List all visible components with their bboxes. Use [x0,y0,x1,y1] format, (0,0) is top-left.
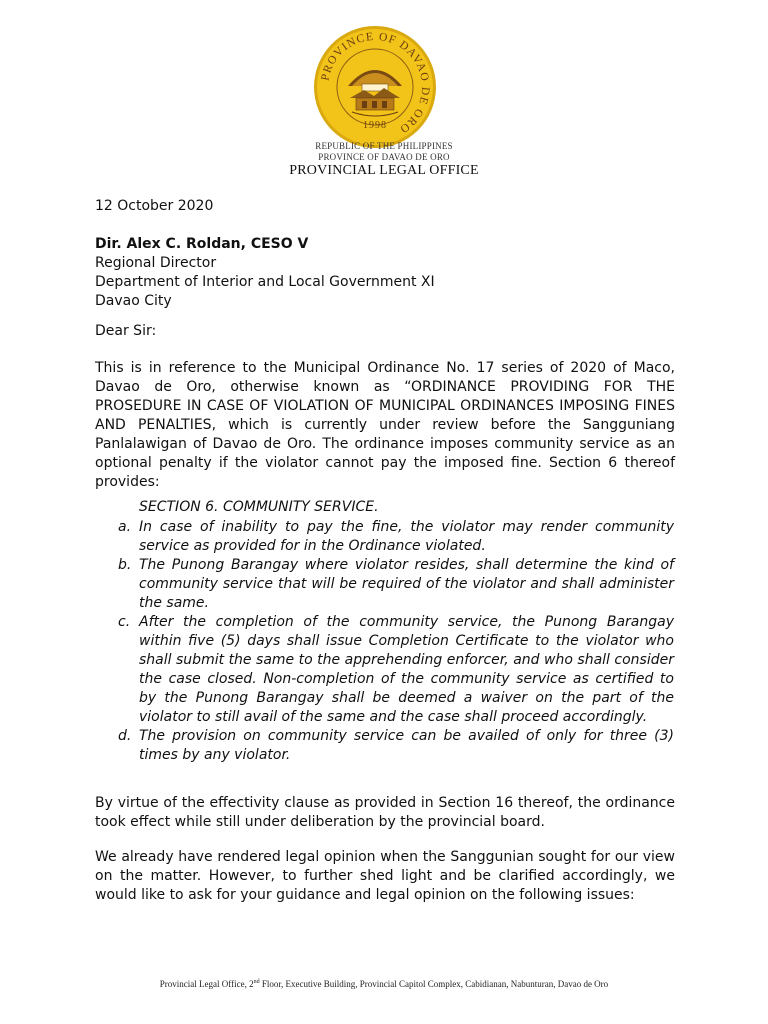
footer-text-start: Provincial Legal Office, 2 [159,979,254,989]
section-item-text: The provision on community service can be availed of only for three (3) times by any violator. [139,728,674,763]
paragraph-request: We already have rendered legal opinion when the Sanggunian sought for our view on the matter. However, to further shed light and be clarified accordingly, we would like to ask for your guidance and legal opinion on the following issues: [95,849,675,903]
section-item-marker: b. [118,557,132,573]
paragraph-intro: This is in reference to the Municipal Ordinance No. 17 series of 2020 of Maco, Davao de Oro, otherwise known as “ORDINANCE PROVIDING FOR THE PROSEDURE IN CASE OF VIOLATION OF MUNICIPAL ORDINANCES IMPOSING FINES AND PENALTIES, which is currently under review before the Sangguniang Panlalawigan of Davao de Oro. The ordinance imposes community service as an optional penalty if the violator cannot pay the imposed fine. Section 6 thereof provides: [95,360,675,490]
section-item-marker: c. [118,614,131,630]
section-item-marker: d. [118,728,132,744]
salutation: Dear Sir: [95,323,157,339]
seal-ring-text: PROVINCE OF DAVAO DE ORO [319,30,432,136]
section-heading: SECTION 6. COMMUNITY SERVICE. [139,499,379,515]
republic-line: REPUBLIC OF THE PHILIPPINES [315,141,453,151]
page-footer [0,979,768,989]
section-item-marker: a. [118,519,132,535]
recipient-block [95,235,675,311]
seal-graphic [312,24,438,150]
recipient-city: Davao City [95,293,172,309]
section-item-b [118,556,674,613]
footer-superscript: nd [253,979,260,985]
section-item-a [118,518,674,556]
section-item-text: The Punong Barangay where violator resides, shall determine the kind of community service that will be required of the violator and shall administer the same. [139,557,674,611]
province-seal [312,24,438,150]
section-items [118,518,674,765]
recipient-department: Department of Interior and Local Government XI [95,274,435,290]
section-item-text: In case of inability to pay the fine, the violator may render community service as provided for in the Ordinance violated. [139,519,674,554]
province-line: PROVINCE OF DAVAO DE ORO [318,152,450,162]
paragraph-effectivity: By virtue of the effectivity clause as provided in Section 16 thereof, the ordinance took effect while still under deliberation by the provincial board. [95,795,675,830]
section-item-c [118,613,674,727]
recipient-title: Regional Director [95,255,217,271]
section-item-d [118,727,674,765]
recipient-name: Dir. Alex C. Roldan, CESO V [95,236,309,252]
letter-date: 12 October 2020 [95,198,214,214]
section-item-text: After the completion of the community service, the Punong Barangay within five (5) days shall issue Completion Certificate to the violator who shall submit the same to the apprehending enforcer, and who shall consider the case closed. Non-completion of the community service as certified to by the Punong Barangay shall be deemed a waiver on the part of the violator to still avail of the same and the case shall proceed accordingly. [139,614,674,725]
seal-year: 1998 [363,120,387,131]
office-title: PROVINCIAL LEGAL OFFICE [289,163,479,178]
footer-text-end: Floor, Executive Building, Provincial Capitol Complex, Cabidianan, Nabunturan, Davao de Oro [259,979,609,989]
